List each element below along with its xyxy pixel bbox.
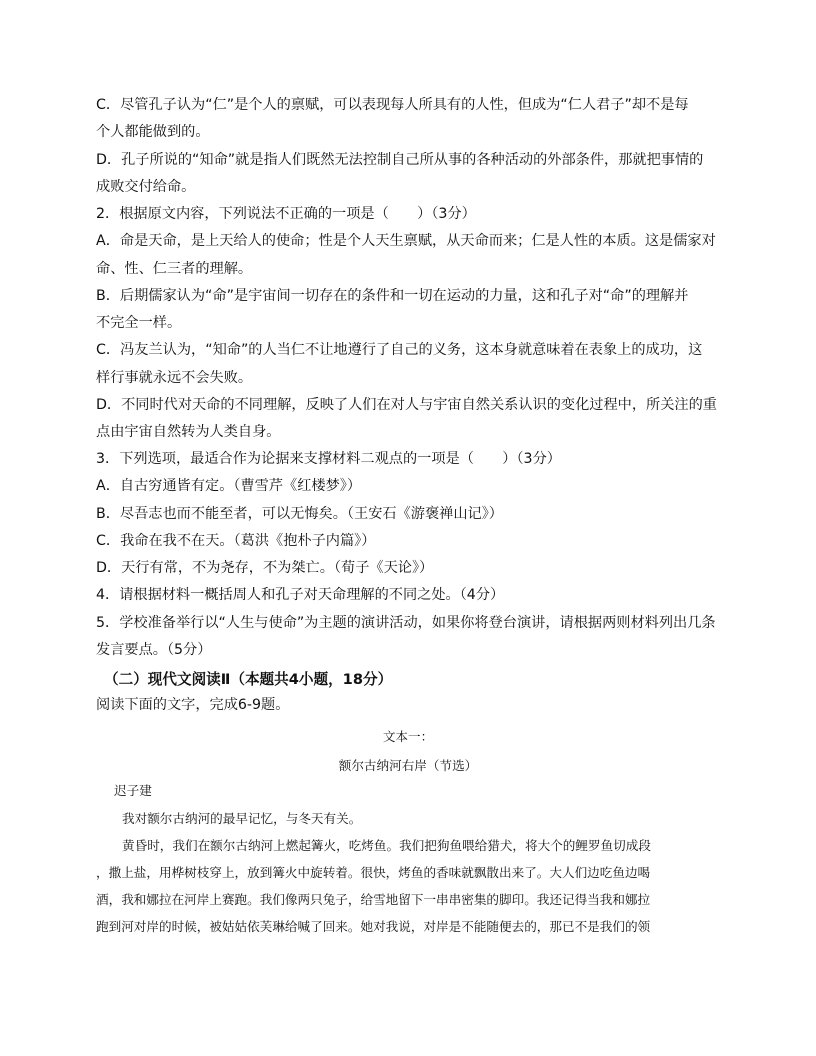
q4-stem: 4．请根据材料一概括周人和孔子对天命理解的不同之处。（4分） [96, 587, 505, 603]
q5-stem-line1: 5．学校准备举行以“人生与使命”为主题的演讲活动，如果你将登台演讲，请根据两则材料列出几条 [96, 615, 716, 631]
q2-option-c-line2: 样行事就永远不会失败。 [96, 370, 253, 386]
q3-option-c: C．我命在我不在天。（葛洪《抱朴子内篇》） [96, 533, 376, 549]
section-instruction: 阅读下面的文字，完成6-9题。 [96, 697, 290, 713]
q3-stem: 3．下列选项，最适合作为论据来支撑材料二观点的一项是（ ）（3分） [96, 451, 561, 467]
q1-option-c-line1: C．尽管孔子认为“仁”是个人的禀赋，可以表现每人所具有的人性，但成为“仁人君子”却不是每 [96, 97, 689, 113]
q2-option-b-line1: B．后期儒家认为“命”是宇宙间一切存在的条件和一切在运动的力量，这和孔子对“命”的理解并 [96, 288, 689, 304]
passage-paragraph-2-line3: 酒，我和娜拉在河岸上赛跑。我们像两只兔子，给雪地留下一串串密集的脚印。我还记得当我和娜拉 [96, 892, 651, 907]
q2-option-c-line1: C．冯友兰认为，“知命”的人当仁不让地遵行了自己的义务，这本身就意味着在表象上的成功，这 [96, 342, 703, 358]
passage-title: 额尔古纳河右岸（节选） [338, 758, 478, 773]
passage-label: 文本一： [382, 729, 434, 744]
q1-option-c-line2: 个人都能做到的。 [96, 124, 210, 140]
q5-stem-line2: 发言要点。（5分） [96, 642, 212, 658]
passage-paragraph-2-line2: ，撒上盐，用桦树枝穿上，放到篝火中旋转着。很快，烤鱼的香味就飘散出来了。大人们边吃鱼边喝 [96, 865, 651, 880]
q3-option-d: D．天行有常，不为尧存，不为桀亡。（荀子《天论》） [96, 560, 434, 576]
q3-option-a: A．自古穷通皆有定。（曹雪芹《红楼梦》） [96, 478, 362, 494]
passage-author: 迟子建 [114, 783, 152, 798]
q2-option-a-line1: A．命是天命，是上天给人的使命；性是个人天生禀赋，从天命而来；仁是人性的本质。这是儒家对 [96, 233, 716, 249]
passage-paragraph-2-line1: 黄昏时，我们在额尔古纳河上燃起篝火，吃烤鱼。我们把狗鱼喂给猎犬，将大个的鲤罗鱼切成段 [122, 838, 651, 853]
q3-option-b: B．尽吾志也而不能至者，可以无悔矣。（王安石《游褒禅山记》） [96, 506, 503, 522]
section-heading: （二）现代文阅读Ⅱ（本题共4小题，18分） [104, 671, 393, 688]
q2-stem: 2．根据原文内容，下列说法不正确的一项是（ ）（3分） [96, 206, 476, 222]
passage-paragraph-1: 我对额尔古纳河的最早记忆，与冬天有关。 [122, 811, 362, 826]
passage-paragraph-2-line4: 跑到河对岸的时候，被姑姑依芙琳给喊了回来。她对我说，对岸是不能随便去的，那已不是我们的领 [96, 919, 651, 934]
q1-option-d-line2: 成败交付给命。 [96, 179, 196, 195]
q2-option-d-line1: D．不同时代对天命的不同理解，反映了人们在对人与宇宙自然关系认识的变化过程中，所关注的重 [96, 397, 717, 413]
q2-option-d-line2: 点由宇宙自然转为人类自身。 [96, 424, 281, 440]
q1-option-d-line1: D．孔子所说的“知命”就是指人们既然无法控制自己所从事的各种活动的外部条件，那就把事情的 [96, 152, 704, 168]
q2-option-a-line2: 命、性、仁三者的理解。 [96, 261, 253, 277]
q2-option-b-line2: 不完全一样。 [96, 315, 182, 331]
